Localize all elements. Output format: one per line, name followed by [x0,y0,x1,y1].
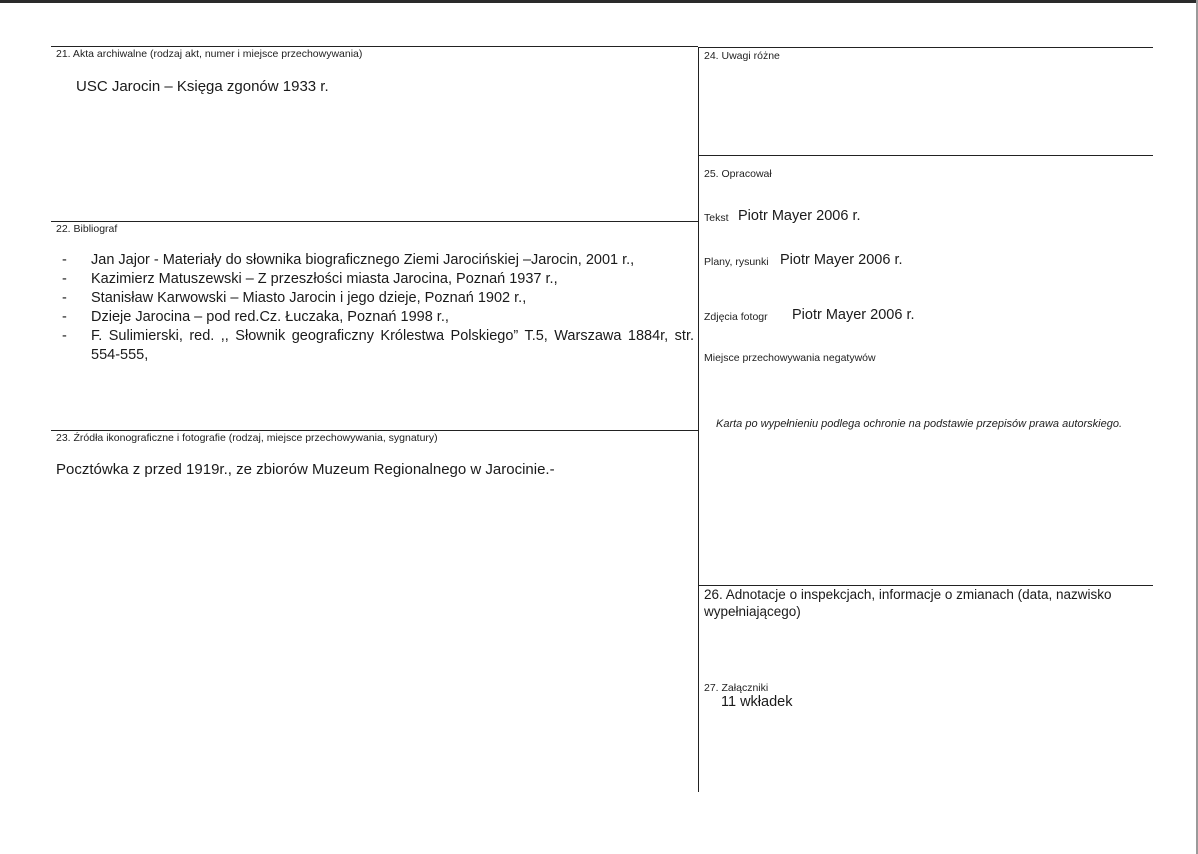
negatywy-label: Miejsce przechowywania negatywów [704,352,876,364]
bibliography-text: Stanisław Karwowski – Miasto Jarocin i jego dzieje, Poznań 1902 r., [91,290,527,306]
section25-rule [698,155,1153,156]
section25-label: 25. Opracował [704,168,772,180]
bibliography-item [62,289,694,308]
plany-label: Plany, rysunki [704,256,769,268]
list-bullet: - [62,271,67,287]
bibliography-item [62,308,694,327]
section21-label: 21. Akta archiwalne (rodzaj akt, numer i miejsce przechowywania) [56,48,363,60]
list-bullet: - [62,328,67,344]
section24-label: 24. Uwagi różne [704,50,780,62]
bibliography-text: Jan Jajor - Materiały do słownika biograficznego Ziemi Jarocińskiej –Jarocin, 2001 r., [91,252,635,268]
section22-label: 22. Bibliograf [56,223,118,235]
section22-rule [51,221,698,222]
section24-rule [698,47,1153,48]
scan-top-edge [0,0,1198,3]
section23-rule [51,430,698,431]
section23-value: Pocztówka z przed 1919r., ze zbiorów Muzeum Regionalnego w Jarocinie.- [56,461,555,478]
zdjecia-value: Piotr Mayer 2006 r. [792,307,915,323]
list-bullet: - [62,252,67,268]
list-bullet: - [62,309,67,325]
section26-label: 26. Adnotacje o inspekcjach, informacje o zmianach (data, nazwisko wypełniającego) [704,587,1112,619]
section23-label: 23. Źródła ikonograficzne i fotografie (rodzaj, miejsce przechowywania, sygnatury) [56,432,438,444]
bibliography-list [62,251,694,365]
tekst-value: Piotr Mayer 2006 r. [738,208,861,224]
zdjecia-label: Zdjęcia fotogr [704,311,768,323]
column-divider [698,47,699,792]
bibliography-item [62,251,694,270]
section27-label: 27. Załączniki [704,682,769,694]
copyright-note: Karta po wypełnieniu podlega ochronie na podstawie przepisów prawa autorskiego. [716,418,1123,430]
tekst-label: Tekst [704,212,729,224]
section21-rule [51,46,698,47]
bibliography-text: Dzieje Jarocina – pod red.Cz. Łuczaka, Poznań 1998 r., [91,309,449,325]
bibliography-text: Kazimierz Matuszewski – Z przeszłości miasta Jarocina, Poznań 1937 r., [91,271,558,287]
section27-value: 11 wkładek [721,694,793,710]
list-bullet: - [62,290,67,306]
bibliography-text: F. Sulimierski, red. ,, Słownik geograficzny Królestwa Polskiego” T.5, Warszawa 1884r, str. 554-555, [91,328,694,363]
bibliography-item [62,270,694,289]
bibliography-item [62,327,694,365]
section21-value: USC Jarocin – Księga zgonów 1933 r. [76,78,329,95]
plany-value: Piotr Mayer 2006 r. [780,252,903,268]
